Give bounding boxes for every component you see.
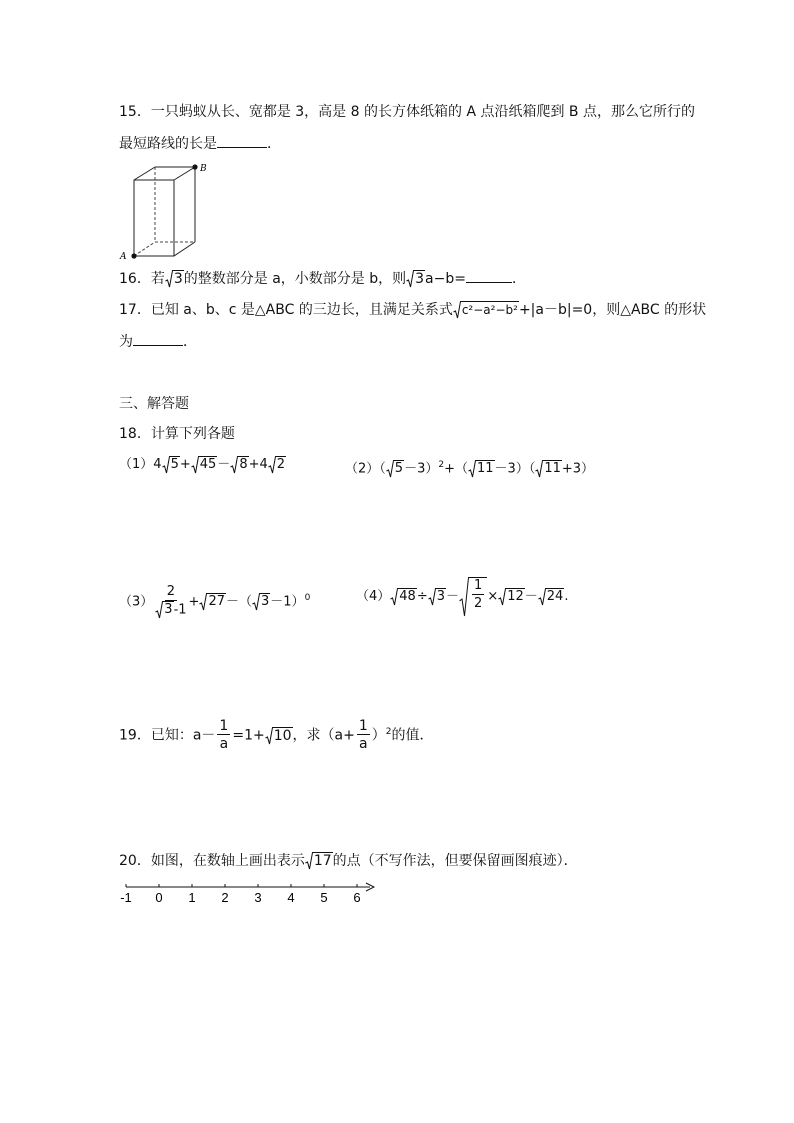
number-line <box>116 880 381 906</box>
label-a: A <box>120 252 127 262</box>
answer-blank[interactable] <box>217 133 267 148</box>
question-19 <box>119 712 434 756</box>
term: － <box>217 457 231 472</box>
question-number: 19． <box>119 727 151 744</box>
radicand: 27 <box>208 593 225 609</box>
fraction <box>155 584 186 620</box>
radicand: 5 <box>394 460 404 476</box>
answer-blank[interactable] <box>466 268 512 283</box>
problem-18-2 <box>345 455 594 479</box>
question-number: 18． <box>119 426 151 442</box>
expression: a−b= <box>425 271 466 287</box>
question-17-line-2 <box>119 331 197 352</box>
sqrt <box>199 593 226 611</box>
term: +4 <box>248 457 268 472</box>
sqrt <box>268 456 286 474</box>
question-text: 已知：a－ <box>150 727 216 744</box>
radicand: 5 <box>170 456 179 472</box>
question-number: 20． <box>119 853 151 869</box>
term: －3） <box>404 461 439 477</box>
numerator: 1 <box>358 718 368 735</box>
point-a <box>131 253 136 258</box>
exponent: 2 <box>438 460 445 470</box>
label-b: B <box>200 164 207 174</box>
radicand: 10 <box>273 727 292 744</box>
point-b <box>192 164 197 169</box>
question-text: 如图，在数轴上画出表示 <box>150 853 305 869</box>
sqrt <box>165 270 184 288</box>
radicand: 24 <box>546 588 564 604</box>
term: － <box>446 589 460 604</box>
question-16 <box>119 268 526 289</box>
fraction <box>357 718 370 753</box>
radicand <box>469 577 487 617</box>
sqrt <box>191 456 218 474</box>
numerator: 1 <box>474 577 483 593</box>
tick-label: 6 <box>353 890 361 905</box>
denominator: a <box>359 736 368 753</box>
question-text: 的值． <box>391 727 434 744</box>
question-17-line-1 <box>119 300 706 320</box>
radicand: 3 <box>436 588 446 604</box>
term: －1） <box>270 594 305 610</box>
fraction <box>217 718 230 753</box>
question-text: ，求（a+ <box>292 727 355 744</box>
question-text: +|a－b|=0，则△ABC 的形状 <box>518 302 707 318</box>
cuboid-figure <box>117 160 217 262</box>
denominator: a <box>219 736 229 753</box>
tick-label: 2 <box>221 890 229 905</box>
punctuation: ． <box>183 334 197 350</box>
sqrt <box>498 588 525 606</box>
exponent: 2 <box>385 727 392 737</box>
sqrt <box>155 601 173 619</box>
question-number: 15． <box>119 104 151 120</box>
question-15-line-2 <box>119 133 281 154</box>
term: + <box>179 457 191 472</box>
radicand: 3 <box>415 271 425 287</box>
sub-label: （3） <box>119 594 154 610</box>
term: -1 <box>173 602 187 618</box>
problem-18-3 <box>119 578 310 622</box>
term: 4 <box>153 457 162 472</box>
question-text: 计算下列各题 <box>150 426 235 442</box>
denominator: 2 <box>474 595 483 611</box>
term: +（ <box>444 461 468 477</box>
sqrt <box>428 588 446 606</box>
term: － <box>524 589 538 604</box>
front-face <box>134 180 174 256</box>
denominator <box>155 601 186 620</box>
radicand: 11 <box>544 460 561 476</box>
punctuation: ． <box>267 136 281 152</box>
question-text: 已知 a、b、c 是△ABC 的三边长，且满足关系式 <box>150 302 453 318</box>
problem-18-4 <box>356 576 568 618</box>
question-15-line-1 <box>119 102 695 122</box>
sqrt <box>265 727 293 745</box>
term: +3） <box>561 461 595 477</box>
sqrt-of-fraction <box>459 577 487 617</box>
radicand: 12 <box>507 588 524 604</box>
radicand: c²−a²−b² <box>461 303 518 317</box>
section-title: 三、解答题 <box>119 396 189 412</box>
fraction <box>472 578 484 613</box>
question-text: 若 <box>150 271 165 287</box>
question-text: 的整数部分是 a，小数部分是 b，则 <box>183 271 407 287</box>
sub-label: （2） <box>345 461 380 477</box>
sub-label: （1） <box>119 457 154 472</box>
sub-label: （4） <box>356 589 391 604</box>
sqrt <box>230 456 248 474</box>
numerator: 1 <box>219 718 229 735</box>
sqrt <box>538 588 565 606</box>
sqrt <box>468 460 495 478</box>
tick-label: 5 <box>320 890 328 905</box>
term: （ <box>379 461 386 477</box>
problem-18-1 <box>119 455 286 475</box>
radicand: 8 <box>239 456 248 472</box>
radicand: 48 <box>399 588 416 604</box>
tick-label: 0 <box>155 890 163 905</box>
radicand: 17 <box>313 853 332 869</box>
tick-label: -1 <box>120 890 132 905</box>
sqrt <box>406 270 425 288</box>
sqrt <box>453 301 519 319</box>
answer-blank[interactable] <box>133 331 183 346</box>
term: + <box>188 594 200 610</box>
punctuation: ． <box>511 271 526 287</box>
radicand: 3 <box>164 602 173 618</box>
sqrt <box>535 460 562 478</box>
numerator: 2 <box>166 584 176 600</box>
sqrt <box>386 460 404 478</box>
punctuation: . <box>564 589 569 604</box>
radicand: 11 <box>477 460 494 476</box>
question-text: 最短路线的长是 <box>119 136 217 152</box>
question-text: 为 <box>119 334 133 350</box>
question-text: 一只蚂蚁从长、宽都是 3，高是 8 的长方体纸箱的 A 点沿纸箱爬到 B 点，那么它所行的 <box>150 104 695 120</box>
tick-label: 4 <box>287 890 295 905</box>
exponent: 0 <box>304 593 311 603</box>
radicand: 2 <box>276 456 286 472</box>
tick-label: 3 <box>254 890 262 905</box>
radicand: 45 <box>199 456 217 472</box>
question-text: 的点（不写作法，但要保留画图痕迹）． <box>332 853 578 869</box>
sqrt <box>390 588 417 606</box>
radicand: 3 <box>261 593 270 609</box>
question-18-title <box>119 424 235 444</box>
question-number: 16． <box>119 271 151 287</box>
question-20 <box>119 851 578 871</box>
sqrt <box>162 456 180 474</box>
term: ÷ <box>416 589 428 604</box>
term: × <box>487 589 499 604</box>
term: －（ <box>225 594 252 610</box>
expression: =1+ <box>232 727 265 744</box>
radicand: 3 <box>173 271 183 287</box>
question-text: ） <box>371 727 386 744</box>
sqrt <box>305 852 333 870</box>
sqrt <box>252 593 270 611</box>
tick-label: 1 <box>188 890 196 905</box>
question-number: 17． <box>119 302 151 318</box>
term: －3）（ <box>494 461 536 477</box>
